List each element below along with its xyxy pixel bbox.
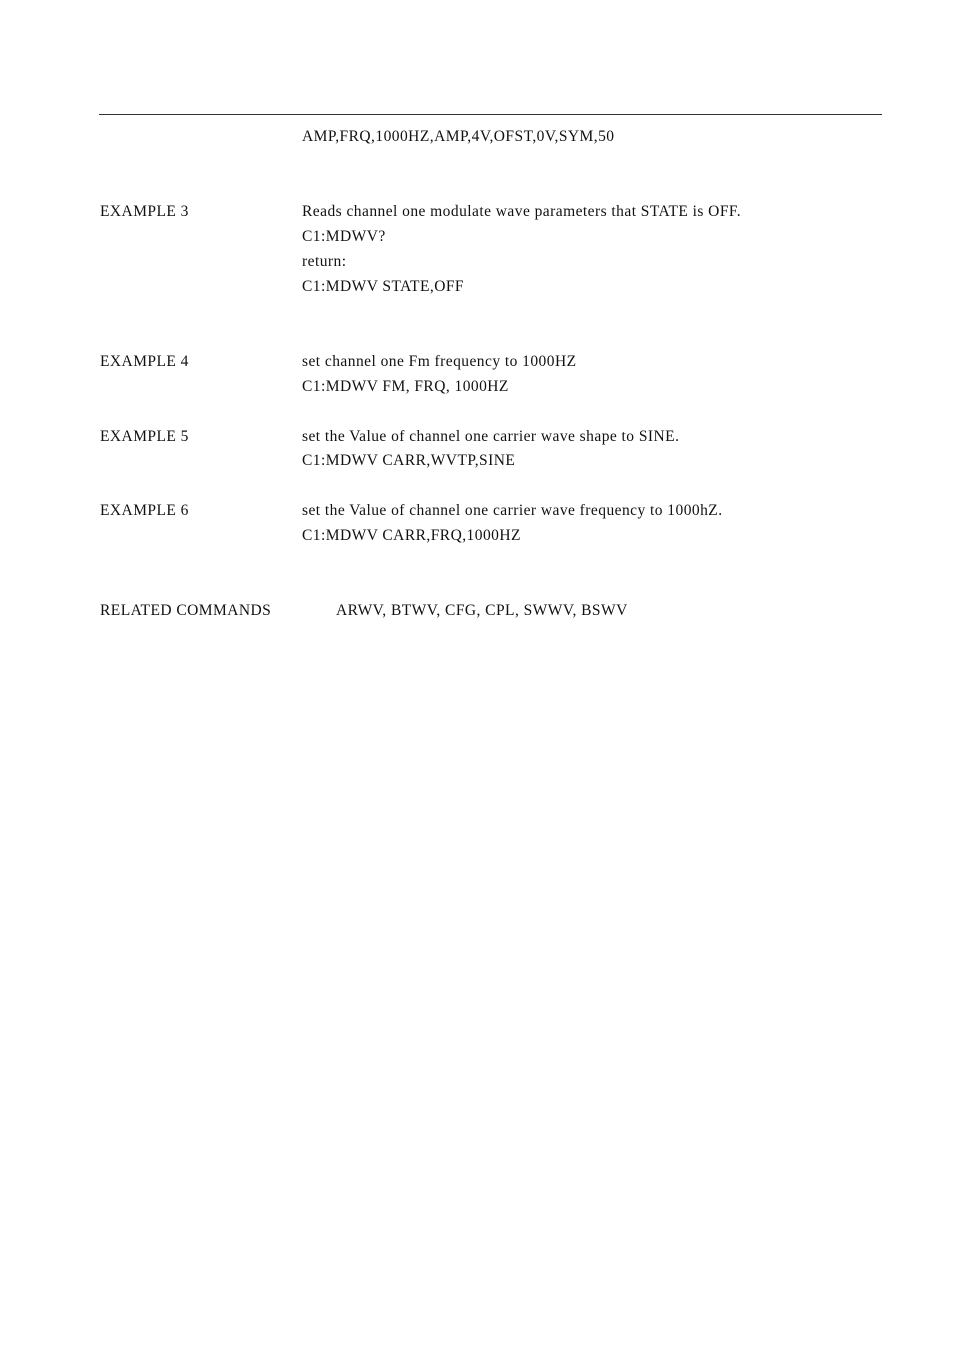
example-6-description: set the Value of channel one carrier wave frequency to 1000hZ. [302, 502, 723, 519]
example-3-label: EXAMPLE 3 [100, 203, 189, 220]
related-commands-label: RELATED COMMANDS [100, 602, 272, 619]
continuation-line: AMP,FRQ,1000HZ,AMP,4V,OFST,0V,SYM,50 [302, 128, 615, 145]
example-6-label: EXAMPLE 6 [100, 502, 189, 519]
related-commands-list: ARWV, BTWV, CFG, CPL, SWWV, BSWV [336, 602, 628, 619]
example-5-description: set the Value of channel one carrier wave shape to SINE. [302, 428, 680, 445]
example-3-description: Reads channel one modulate wave parameters that STATE is OFF. [302, 203, 742, 220]
header-rule [99, 114, 882, 115]
example-3-command: C1:MDWV? [302, 228, 386, 245]
example-4-label: EXAMPLE 4 [100, 353, 189, 370]
example-5-command: C1:MDWV CARR,WVTP,SINE [302, 452, 516, 469]
example-3-return-label: return: [302, 253, 347, 270]
example-3-return-value: C1:MDWV STATE,OFF [302, 278, 465, 295]
example-4-command: C1:MDWV FM, FRQ, 1000HZ [302, 378, 509, 395]
example-5-label: EXAMPLE 5 [100, 428, 189, 445]
example-6-command: C1:MDWV CARR,FRQ,1000HZ [302, 527, 521, 544]
example-4-description: set channel one Fm frequency to 1000HZ [302, 353, 577, 370]
